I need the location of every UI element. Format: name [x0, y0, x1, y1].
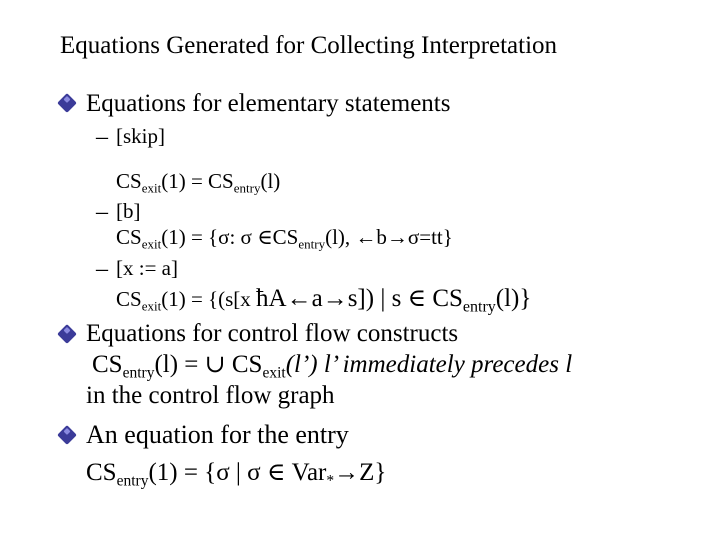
entry-equation: $CS_{entry}(1) = \{\sigma$ | σ ∈ Var$_*$→Z}: [86, 459, 387, 490]
bullet-elementary-statements: Equations for elementary statements: [86, 90, 451, 117]
skip-label: [skip]: [116, 124, 165, 148]
diamond-bullet-icon: [57, 425, 77, 445]
b-equation: $CS_{exit}(1) = \{\sigma$: σ $\in CS_{entry}(l)$, ←b→σ=tt}: [116, 225, 453, 252]
assign-label: [x := a]: [116, 256, 178, 280]
diamond-bullet-icon: [57, 324, 77, 344]
dash-icon: –: [96, 199, 108, 225]
control-flow-equation: $CS_{entry}(l)$ = ∪ $CS_{exit}(l’)$ l’ immediately precedes l: [92, 351, 573, 382]
slide-title: Equations Generated for Collecting Interpretation: [60, 32, 558, 59]
dash-icon: –: [96, 124, 108, 150]
assign-equation: $CS_{exit}(1) = \{(s[x$ ħA←a→s]) | s ∈ $CS_{entry}(l)$}: [116, 285, 532, 316]
bullet-entry-equation: An equation for the entry: [86, 420, 349, 449]
bullet-control-flow: Equations for control flow constructs: [86, 320, 459, 347]
b-label: [b]: [116, 199, 141, 223]
skip-equation: $CS_{exit}(1) = CS_{entry}(l)$: [116, 169, 281, 196]
diamond-bullet-icon: [57, 93, 77, 113]
dash-icon: –: [96, 256, 108, 282]
control-flow-continuation: in the control flow graph: [86, 382, 335, 409]
